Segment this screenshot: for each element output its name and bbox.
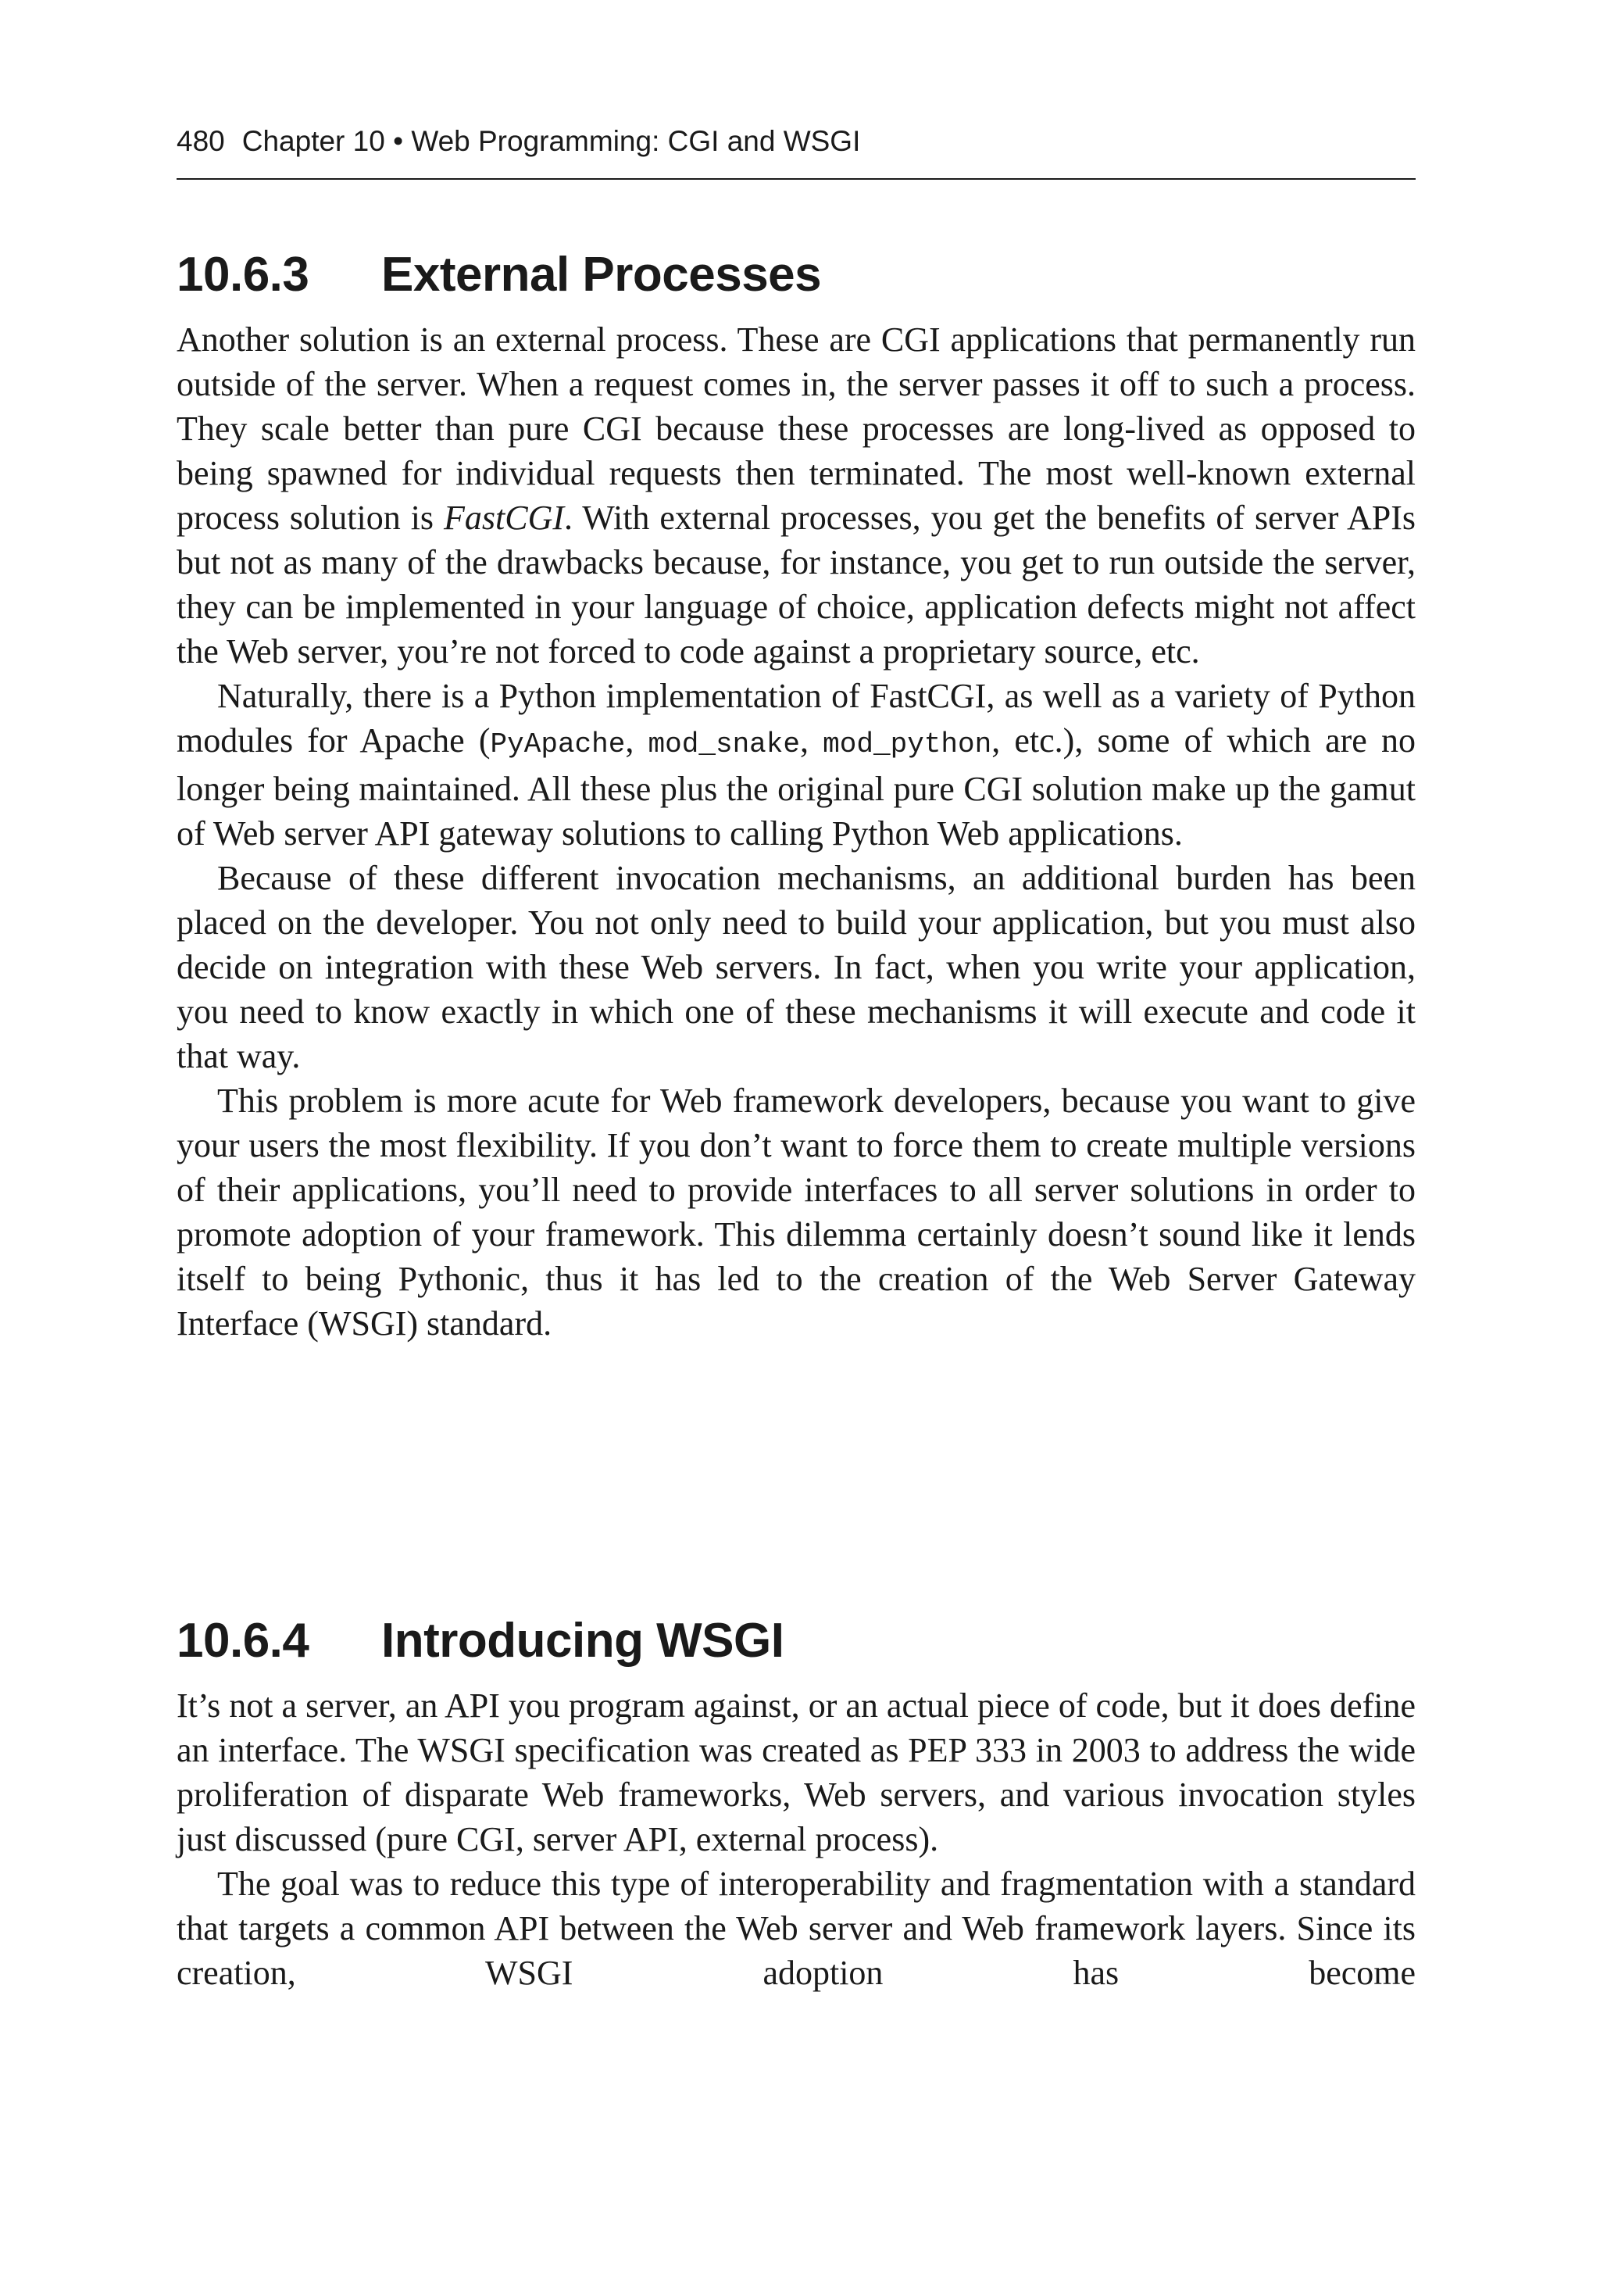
section-title: External Processes: [381, 248, 822, 302]
separator: ,: [625, 721, 648, 760]
paragraph: It’s not a server, an API you program against, or an actual piece of code, but it does define an interface. The WSGI specification was created as PEP 333 in 2003 to address the wide proliferation of disparate Web frameworks, Web servers, and various invocation styles just discussed (pure CGI, server API, external process).: [177, 1686, 1416, 1858]
section-heading: [177, 244, 1416, 306]
code-pyapache: PyApache: [490, 728, 626, 760]
code-mod-snake: mod_snake: [648, 728, 800, 760]
section-title: Introducing WSGI: [381, 1614, 784, 1668]
paragraph-text: Naturally, there is a Python implementation of FastCGI, as well as a variety of Python modules for Apache (: [177, 677, 1416, 760]
paragraph-text: , etc.), some of which are no longer being maintained. All these plus the original pure CGI solution make up the gamut of Web server API gateway solutions to calling Python Web applications.: [177, 721, 1416, 853]
section-number: 10.6.4: [177, 1614, 309, 1668]
paragraph: This problem is more acute for Web framework developers, because you want to give your users the most flexibility. If you don’t want to force them to create multiple versions of their applications, you’ll need to provide interfaces to all server solutions in order to promote adoption of your framework. This dilemma certainly doesn’t sound like it lends itself to being Pythonic, thus it has led to the creation of the Web Server Gateway Interface (WSGI) standard.: [177, 1082, 1416, 1343]
header-rule: [177, 178, 1416, 180]
paragraph: Because of these different invocation mechanisms, an additional burden has been placed on the developer. You not only need to build your application, but you must also decide on integration with these Web servers. In fact, when you write your application, you need to know exactly in which one of these mechanisms it will execute and code it that way.: [177, 859, 1416, 1075]
emphasis-text: FastCGI: [444, 499, 565, 537]
paragraph-text: Another solution is an external process. These are CGI applications that permanently run outside of the server. When a request comes in, the server passes it off to such a process. They scale better than pure CGI because these processes are long-lived as opposed to being spawned for individual requests then terminated. The most well-known external process solution is: [177, 320, 1416, 537]
paragraph: [177, 317, 1416, 674]
separator: ,: [799, 721, 823, 760]
paragraph: [177, 674, 1416, 856]
chapter-title: Chapter 10 • Web Programming: CGI and WSGI: [241, 125, 861, 157]
paragraph-text: . With external processes, you get the benefits of server APIs but not as many of the drawbacks because, for instance, you get to run outside the server, they can be implemented in your language of choice, application defects might not affect the Web server, you’re not forced to code against a proprietary source, etc.: [177, 499, 1416, 671]
page-number: 480: [177, 125, 225, 157]
section-external-processes: [177, 244, 1416, 1346]
running-head: [177, 123, 1416, 159]
section-number: 10.6.3: [177, 248, 309, 302]
paragraph: The goal was to reduce this type of interoperability and fragmentation with a standard that targets a common API between the Web server and Web framework layers. Since its creation, WSGI adoption has become: [177, 1865, 1416, 1992]
section-heading: [177, 1610, 1416, 1672]
code-mod-python: mod_python: [823, 728, 992, 760]
section-introducing-wsgi: [177, 1610, 1416, 1995]
